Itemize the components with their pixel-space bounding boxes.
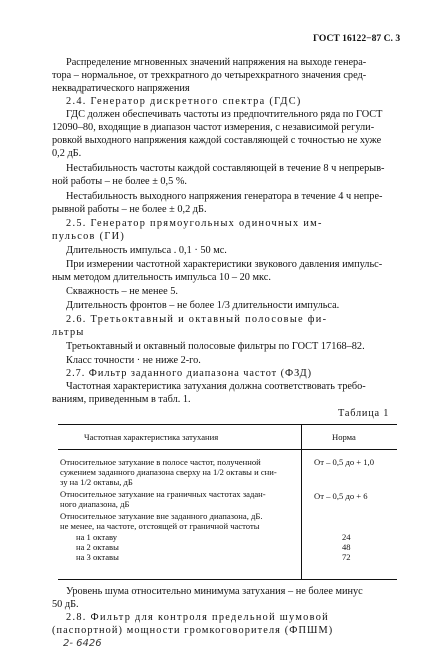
section-heading: льтры: [52, 327, 85, 338]
text-line: Длительность импульса . 0,1 · 50 мс.: [66, 245, 227, 256]
table-cell: 24: [342, 532, 351, 542]
section-heading: 2.6. Третьоктавный и октавный полосовые фи-: [66, 314, 328, 325]
text-line: 0,2 дБ.: [52, 148, 82, 159]
text-line: рывной работы – не более ± 0,2 дБ.: [52, 204, 207, 215]
section-heading: 2.7. Фильтр заданного диапазона частот (ФЗД): [66, 368, 312, 379]
text-line: Класс точности · не ниже 2-го.: [66, 355, 201, 366]
table-cell: От – 0,5 до + 6: [314, 491, 368, 501]
section-heading: 2.4. Генератор дискретного спектра (ГДС): [66, 96, 302, 107]
text-line: тора – нормальное, от трехкратного до четырехкратного значения сред-: [52, 70, 367, 81]
table-cell: зу на 1/2 октавы, дБ: [60, 477, 133, 487]
page-header: ГОСТ 16122−87 С. 3: [313, 33, 401, 44]
handwritten-note: 2- 6426: [63, 638, 102, 649]
text-line: ГДС должен обеспечивать частоты из предпочтительного ряда по ГОСТ: [66, 109, 383, 120]
table-header-cell: Частотная характеристика затухания: [84, 432, 219, 442]
table-header-cell: Норма: [332, 432, 356, 442]
text-line: ровкой выходного напряжения каждой составляющей с точностью не хуже: [52, 135, 382, 146]
table-cell: Относительное затухание вне заданного диапазона, дБ.: [60, 511, 263, 521]
text-line: Нестабильность выходного напряжения генератора в течение 4 ч непре-: [66, 191, 383, 202]
header-divider: [58, 449, 397, 450]
text-line: Третьоктавный и октавный полосовые фильтры по ГОСТ 17168–82.: [66, 341, 365, 352]
table-cell: 72: [342, 552, 351, 562]
table-cell: 48: [342, 542, 351, 552]
text-line: ваниям, приведенным в табл. 1.: [52, 394, 191, 405]
text-line: Уровень шума относительно минимума затухания – не более минус: [66, 586, 363, 597]
table-cell: Относительное затухание в полосе частот, полученной: [60, 457, 261, 467]
table-cell: на 1 октаву: [76, 532, 118, 542]
table-1: [58, 424, 397, 580]
section-heading: пульсов (ГИ): [52, 231, 126, 242]
text-line: Частотная характеристика затухания должна соответствовать требо-: [66, 381, 366, 392]
text-line: Скважность – не менее 5.: [66, 286, 178, 297]
section-heading: (паспортной) мощности громкоговорителя (ФПШМ): [52, 625, 334, 636]
text-line: При измерении частотной характеристики звукового давления импульс-: [66, 259, 383, 270]
table-cell: на 3 октавы: [76, 552, 119, 562]
text-line: 50 дБ.: [52, 599, 79, 610]
text-line: 12090–80, входящие в диапазон частот измерения, с независимой регули-: [52, 122, 375, 133]
table-caption: Таблица 1: [338, 408, 390, 419]
text-line: Нестабильность частоты каждой составляющей в течение 8 ч непрерыв-: [66, 163, 385, 174]
table-cell: не менее, на частоте, отстоящей от граничной частоты: [60, 521, 260, 531]
table-cell: Относительное затухание на граничных частотах задан-: [60, 489, 266, 499]
section-heading: 2.8. Фильтр для контроля предельной шумовой: [66, 612, 329, 623]
table-cell: на 2 октавы: [76, 542, 119, 552]
table-cell: сужением заданного диапазона сверху на 1/2 октавы и сни-: [60, 467, 277, 477]
table-cell: ного диапазона, дБ: [60, 499, 130, 509]
text-line: ным методом длительность импульса 10 – 20 мкс.: [52, 272, 271, 283]
table-cell: От – 0,5 до + 1,0: [314, 457, 375, 467]
text-line: Длительность фронтов – не более 1/3 длительности импульса.: [66, 300, 340, 311]
section-heading: 2.5. Генератор прямоугольных одиночных им-: [66, 218, 323, 229]
text-line: ной работы – не более ± 0,5 %.: [52, 176, 188, 187]
text-line: неквадратического напряжения: [52, 83, 190, 94]
text-line: Распределение мгновенных значений напряжения на выходе генера-: [66, 57, 367, 68]
